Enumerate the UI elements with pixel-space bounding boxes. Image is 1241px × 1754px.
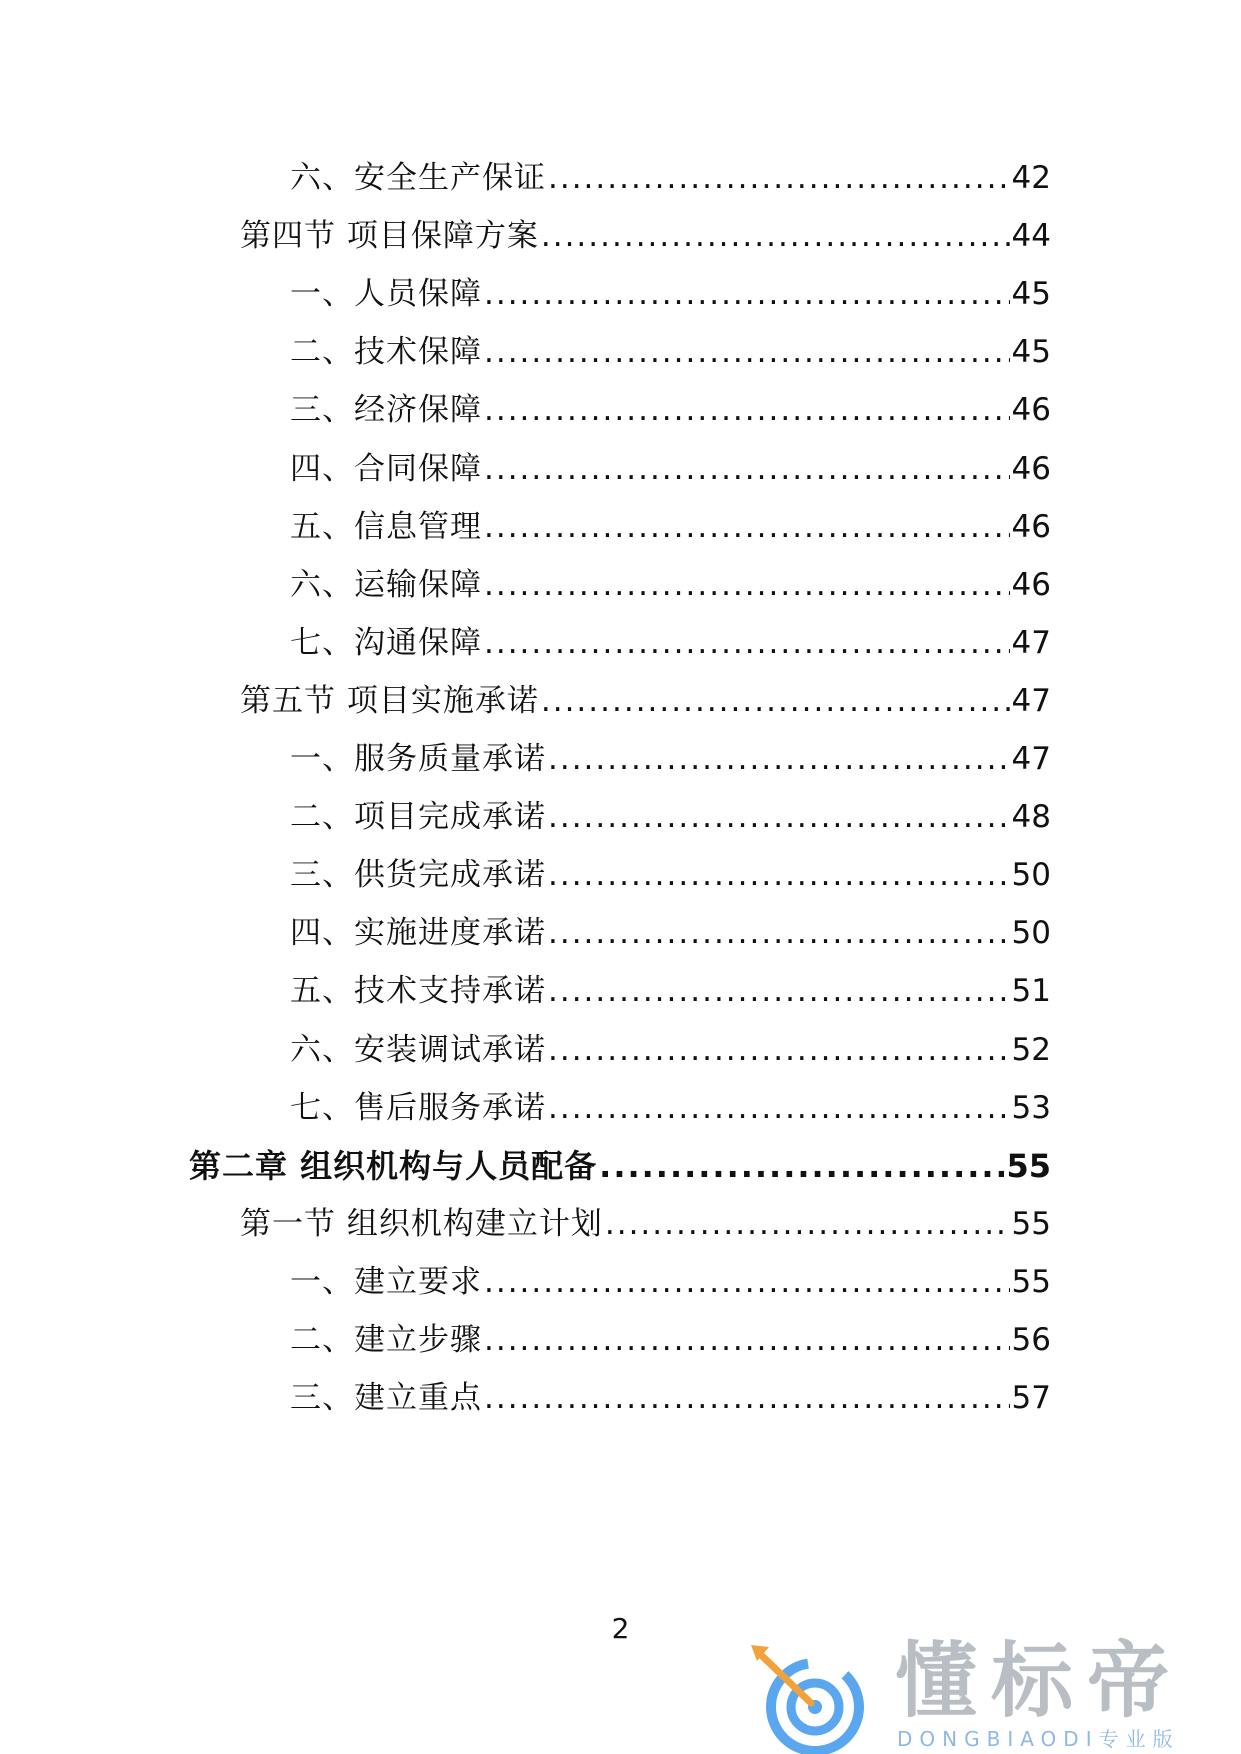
toc-dot-leader xyxy=(484,1376,1010,1420)
toc-dot-leader xyxy=(548,1086,1010,1130)
toc-entry[interactable] xyxy=(290,447,1051,491)
toc-entry-page: 55 xyxy=(1011,1264,1051,1300)
toc-entry-page: 50 xyxy=(1011,857,1051,893)
watermark xyxy=(745,1635,1215,1754)
toc-entry[interactable] xyxy=(290,1376,1051,1420)
toc-entry[interactable] xyxy=(240,1202,1051,1246)
toc-entry-title: 一、人员保障 xyxy=(290,276,482,312)
toc-entry[interactable] xyxy=(290,795,1051,839)
toc-entry-title: 第五节 项目实施承诺 xyxy=(240,683,539,719)
toc-entry-page: 50 xyxy=(1011,915,1051,951)
toc-entry-page: 45 xyxy=(1011,334,1051,370)
toc-entry-title: 一、建立要求 xyxy=(290,1264,482,1300)
toc-dot-leader xyxy=(548,1028,1010,1072)
toc-entry-title: 三、供货完成承诺 xyxy=(290,857,546,893)
toc-entry[interactable] xyxy=(290,911,1051,955)
toc-entry[interactable] xyxy=(290,272,1051,316)
toc-entry-page: 47 xyxy=(1011,625,1051,661)
toc-entry-page: 56 xyxy=(1011,1322,1051,1358)
toc-entry-title: 二、建立步骤 xyxy=(290,1322,482,1358)
toc-entry-page: 46 xyxy=(1011,451,1051,487)
toc-entry-title: 一、服务质量承诺 xyxy=(290,741,546,777)
toc-entry-page: 52 xyxy=(1011,1032,1051,1068)
toc-dot-leader xyxy=(484,330,1010,374)
toc-entry-title: 六、运输保障 xyxy=(290,567,482,603)
toc-entry-title: 七、沟通保障 xyxy=(290,625,482,661)
toc-dot-leader xyxy=(541,679,1010,723)
toc-entry-page: 55 xyxy=(1006,1147,1051,1185)
toc-entry-title: 六、安装调试承诺 xyxy=(290,1032,546,1068)
toc-dot-leader xyxy=(484,272,1010,316)
toc-entry-title: 三、建立重点 xyxy=(290,1380,482,1416)
toc-entry-page: 51 xyxy=(1011,973,1051,1009)
toc-dot-leader xyxy=(548,969,1010,1013)
toc-dot-leader xyxy=(484,1318,1010,1362)
toc-entry-page: 55 xyxy=(1011,1206,1051,1242)
toc-entry-title: 六、安全生产保证 xyxy=(290,160,546,196)
toc-entry[interactable] xyxy=(240,679,1051,723)
toc-entry[interactable] xyxy=(290,1028,1051,1072)
toc-entry[interactable] xyxy=(290,969,1051,1013)
toc-entry-page: 46 xyxy=(1011,567,1051,603)
toc-entry-title: 第一节 组织机构建立计划 xyxy=(240,1206,603,1242)
toc-entry-title: 二、技术保障 xyxy=(290,334,482,370)
toc-dot-leader xyxy=(484,1260,1010,1304)
toc-dot-leader xyxy=(484,621,1010,665)
toc-dot-leader xyxy=(548,795,1010,839)
toc-entry-title: 五、技术支持承诺 xyxy=(290,973,546,1009)
toc-entry[interactable] xyxy=(290,737,1051,781)
watermark-brand: 懂标帝 xyxy=(895,1634,1184,1729)
toc-dot-leader xyxy=(548,737,1010,781)
toc-entry-page: 46 xyxy=(1011,392,1051,428)
toc-entry-page: 46 xyxy=(1011,509,1051,545)
toc-entry-title: 四、合同保障 xyxy=(290,451,482,487)
toc-dot-leader xyxy=(484,388,1010,432)
target-arrow-icon xyxy=(745,1635,875,1754)
toc-dot-leader xyxy=(484,447,1010,491)
toc-entry-title: 第四节 项目保障方案 xyxy=(240,218,539,254)
page-number: 2 xyxy=(611,1612,630,1645)
toc-entry[interactable] xyxy=(290,1260,1051,1304)
toc-entry[interactable] xyxy=(290,330,1051,374)
toc-entry[interactable] xyxy=(290,563,1051,607)
toc-entry[interactable] xyxy=(290,388,1051,432)
toc-entry[interactable] xyxy=(240,214,1051,258)
toc-entry[interactable] xyxy=(290,1086,1051,1130)
watermark-subtitle: DONGBIAODI专业版 xyxy=(897,1727,1180,1751)
toc-entry-title: 五、信息管理 xyxy=(290,509,482,545)
toc-entry[interactable] xyxy=(290,156,1051,200)
toc-entry-page: 42 xyxy=(1011,160,1051,196)
toc-dot-leader xyxy=(605,1202,1010,1246)
toc-dot-leader xyxy=(548,853,1010,897)
toc-entry-title: 七、售后服务承诺 xyxy=(290,1090,546,1126)
toc-dot-leader xyxy=(484,563,1010,607)
toc-entry-title: 四、实施进度承诺 xyxy=(290,915,546,951)
toc-entry-page: 57 xyxy=(1011,1380,1051,1416)
toc-entry[interactable] xyxy=(290,505,1051,549)
toc-entry-page: 48 xyxy=(1011,799,1051,835)
toc-dot-leader xyxy=(548,911,1010,955)
toc-entry-title: 三、经济保障 xyxy=(290,392,482,428)
toc-entry-page: 47 xyxy=(1011,683,1051,719)
toc-entry[interactable] xyxy=(290,853,1051,897)
toc-dot-leader xyxy=(548,156,1010,200)
toc-entry-title: 二、项目完成承诺 xyxy=(290,799,546,835)
toc-entry-title: 第二章 组织机构与人员配备 xyxy=(189,1147,598,1185)
toc-entry-page: 47 xyxy=(1011,741,1051,777)
toc-entry[interactable] xyxy=(290,1318,1051,1362)
toc-dot-leader xyxy=(484,505,1010,549)
toc-entry-page: 45 xyxy=(1011,276,1051,312)
toc-entry-page: 53 xyxy=(1011,1090,1051,1126)
toc-dot-leader xyxy=(541,214,1010,258)
toc-entry[interactable] xyxy=(189,1144,1051,1188)
toc-dot-leader xyxy=(599,1144,1004,1188)
toc-entry-page: 44 xyxy=(1011,218,1051,254)
toc-entry[interactable] xyxy=(290,621,1051,665)
